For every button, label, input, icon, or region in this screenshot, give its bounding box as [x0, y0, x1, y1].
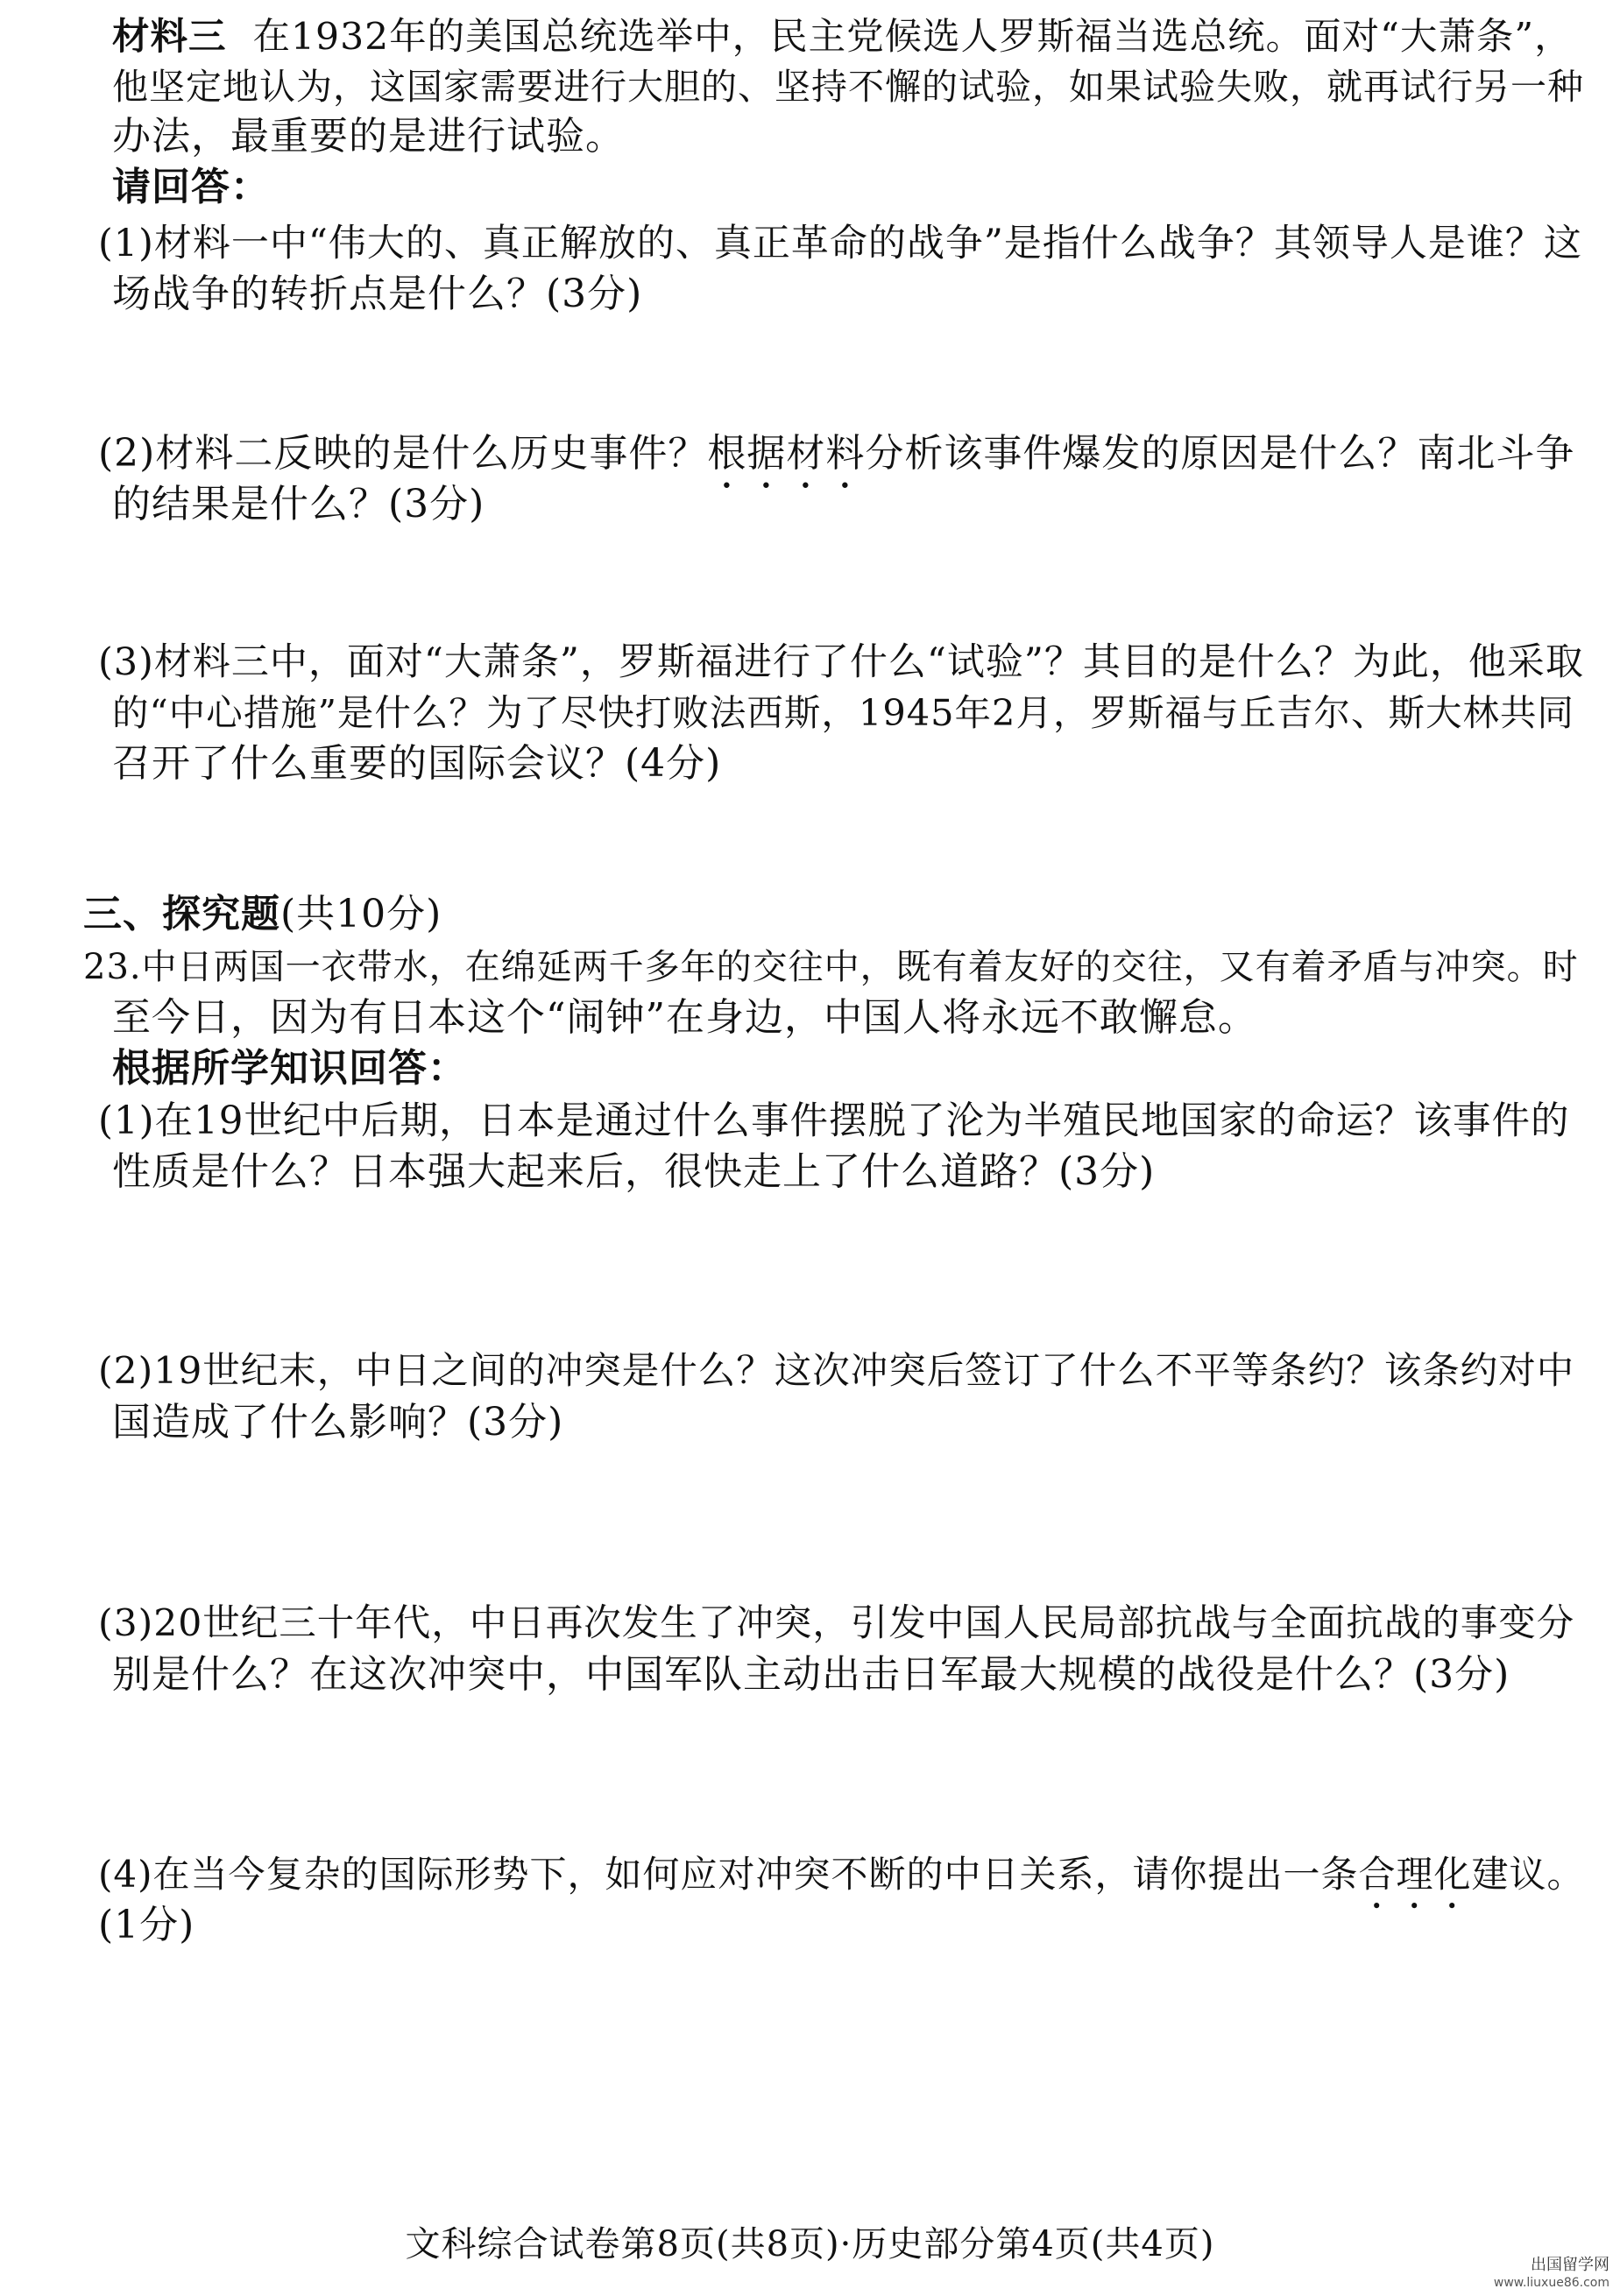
q23-sub2-line-2: 国造成了什么影响？(3分) [112, 1400, 564, 1445]
site-watermark [1494, 2257, 1609, 2292]
q23-sub4-text-after: 建议。 [1471, 1853, 1585, 1896]
watermark-url: www.liuxue86.com [1493, 2276, 1609, 2290]
q23-sub3-line-2: 别是什么？在这次冲突中，中国军队主动出击日军最大规模的战役是什么？(3分) [112, 1652, 1510, 1697]
q23-prompt: 根据所学知识回答： [112, 1046, 467, 1091]
q1-line-2: 场战争的转折点是什么？(3分) [112, 272, 643, 316]
q2-emphasis: 根据材料 [707, 431, 866, 476]
q23-sub4-line-2: (1分) [98, 1903, 195, 1947]
q23-line-2: 至今日，因为有日本这个“闹钟”在身边，中国人将永远不敢懈怠。 [112, 995, 1257, 1040]
answer-prompt: 请回答： [112, 165, 270, 209]
section3-score: (共10分) [280, 892, 442, 936]
material3-line-1 [112, 12, 1573, 62]
q3-line-3: 召开了什么重要的国际会议？(4分) [112, 741, 722, 786]
q23-sub1-line-2: 性质是什么？日本强大起来后，很快走上了什么道路？(3分) [112, 1149, 1156, 1194]
section3-title: 三、探究题 [83, 892, 280, 936]
watermark-name: 出国留学网 [1531, 2256, 1609, 2274]
material3-text-1: 在1932年的美国总统选举中，民主党候选人罗斯福当选总统。面对“大萧条”， [252, 16, 1573, 59]
q23-sub4-line-1 [98, 1850, 1585, 1917]
q3-line-1: (3)材料三中，面对“大萧条”，罗斯福进行了什么“试验”？其目的是什么？为此，他采取 [98, 640, 1584, 684]
q2-text-before: (2)材料二反映的是什么历史事件？ [98, 431, 708, 476]
material3-line-2: 他坚定地认为，这国家需要进行大胆的、坚持不懈的试验，如果试验失败，就再试行另一种 [112, 66, 1584, 108]
q23-sub4-emphasis: 合理化 [1358, 1853, 1472, 1896]
q23-line-1: 23.中日两国一衣带水，在绵延两千多年的交往中，既有着友好的交往，又有着矛盾与冲突。时 [83, 947, 1579, 987]
q23-sub1-line-1: (1)在19世纪中后期，日本是通过什么事件摆脱了沦为半殖民地国家的命运？该事件的 [98, 1099, 1570, 1143]
section3-heading [83, 890, 442, 939]
q23-sub4-text-before: (4)在当今复杂的国际形势下，如何应对冲突不断的中日关系，请你提出一条 [98, 1853, 1359, 1896]
material3-label: 材料三 [112, 15, 227, 59]
material3-line-3: 办法，最重要的是进行试验。 [112, 114, 625, 159]
q23-sub2-line-1: (2)19世纪末，中日之间的冲突是什么？这次冲突后签订了什么不平等条约？该条约对中 [98, 1350, 1575, 1393]
q2-line-2: 的结果是什么？(3分) [112, 482, 485, 526]
q3-line-2: 的“中心措施”是什么？为了尽快打败法西斯，1945年2月，罗斯福与丘吉尔、斯大林共同 [112, 691, 1574, 734]
q23-sub3-line-1: (3)20世纪三十年代，中日再次发生了冲突，引发中国人民局部抗战与全面抗战的事变分 [98, 1602, 1575, 1645]
page-footer: 文科综合试卷第8页(共8页)·历史部分第4页(共4页) [405, 2224, 1215, 2264]
q1-line-1: (1)材料一中“伟大的、真正解放的、真正革命的战争”是指什么战争？其领导人是谁？这 [98, 222, 1582, 265]
q2-text-after: 分析该事件爆发的原因是什么？南北斗争 [865, 431, 1575, 476]
